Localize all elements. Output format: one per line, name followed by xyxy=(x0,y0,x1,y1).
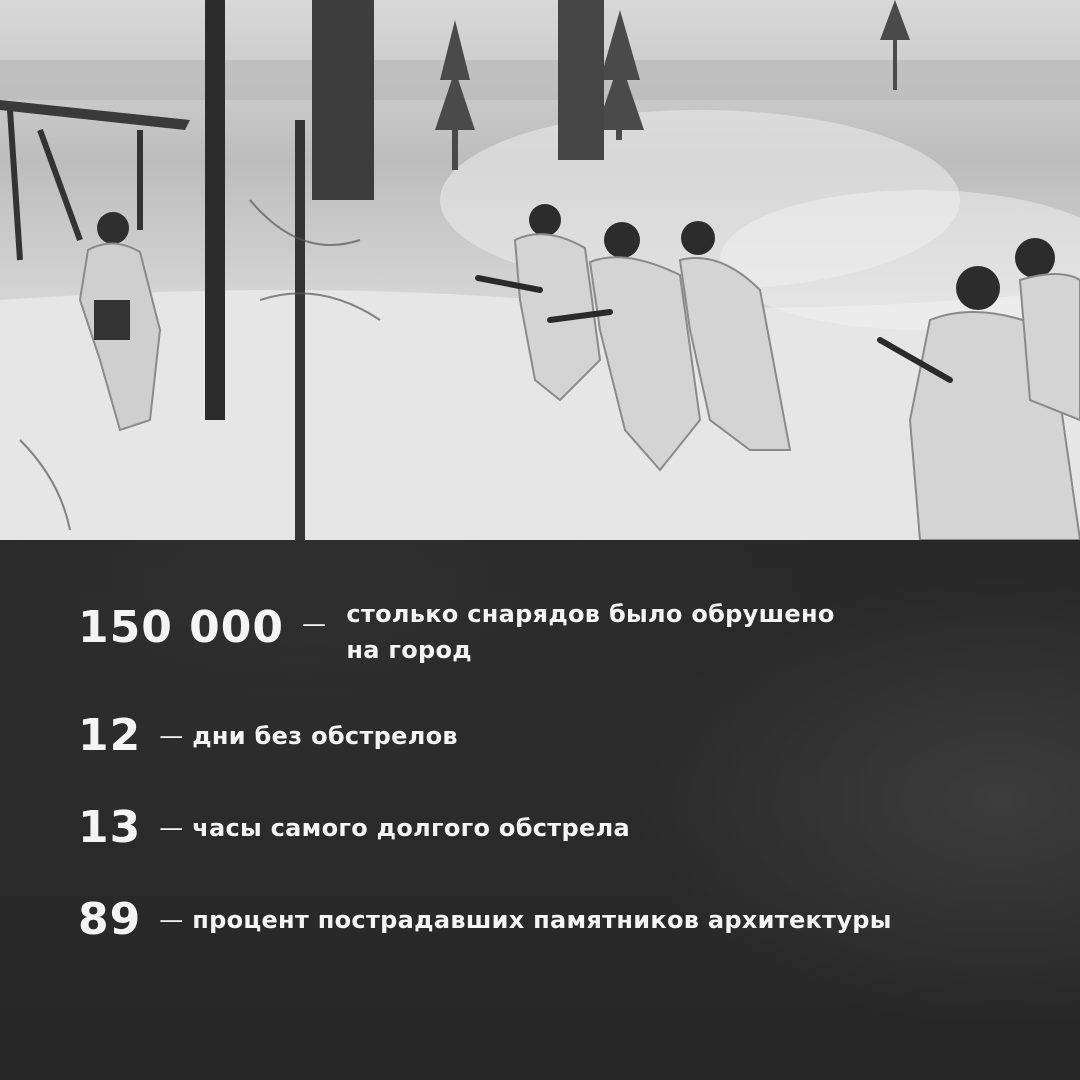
fact-row xyxy=(78,802,630,853)
fact-description xyxy=(302,596,835,668)
fact-dash: — xyxy=(159,906,184,934)
fact-text: столько снарядов было обрушено на город xyxy=(346,600,835,664)
fact-number: 89 xyxy=(78,894,142,945)
fact-row xyxy=(78,600,835,668)
fact-dash: — xyxy=(159,722,184,750)
fact-dash: — xyxy=(159,814,184,842)
fact-text: часы самого долгого обстрела xyxy=(192,814,630,842)
fact-number: 150 000 xyxy=(78,602,285,653)
fact-description xyxy=(159,718,458,754)
fact-description xyxy=(159,902,892,938)
fact-description xyxy=(159,810,630,846)
fact-text: процент пострадавших памятников архитектуры xyxy=(192,906,892,934)
fact-text: дни без обстрелов xyxy=(192,722,458,750)
facts-panel xyxy=(0,540,1080,1080)
fact-number: 13 xyxy=(78,802,142,853)
fact-dash: — xyxy=(302,610,327,638)
fact-row xyxy=(78,894,892,945)
fact-row xyxy=(78,710,458,761)
fact-number: 12 xyxy=(78,710,142,761)
